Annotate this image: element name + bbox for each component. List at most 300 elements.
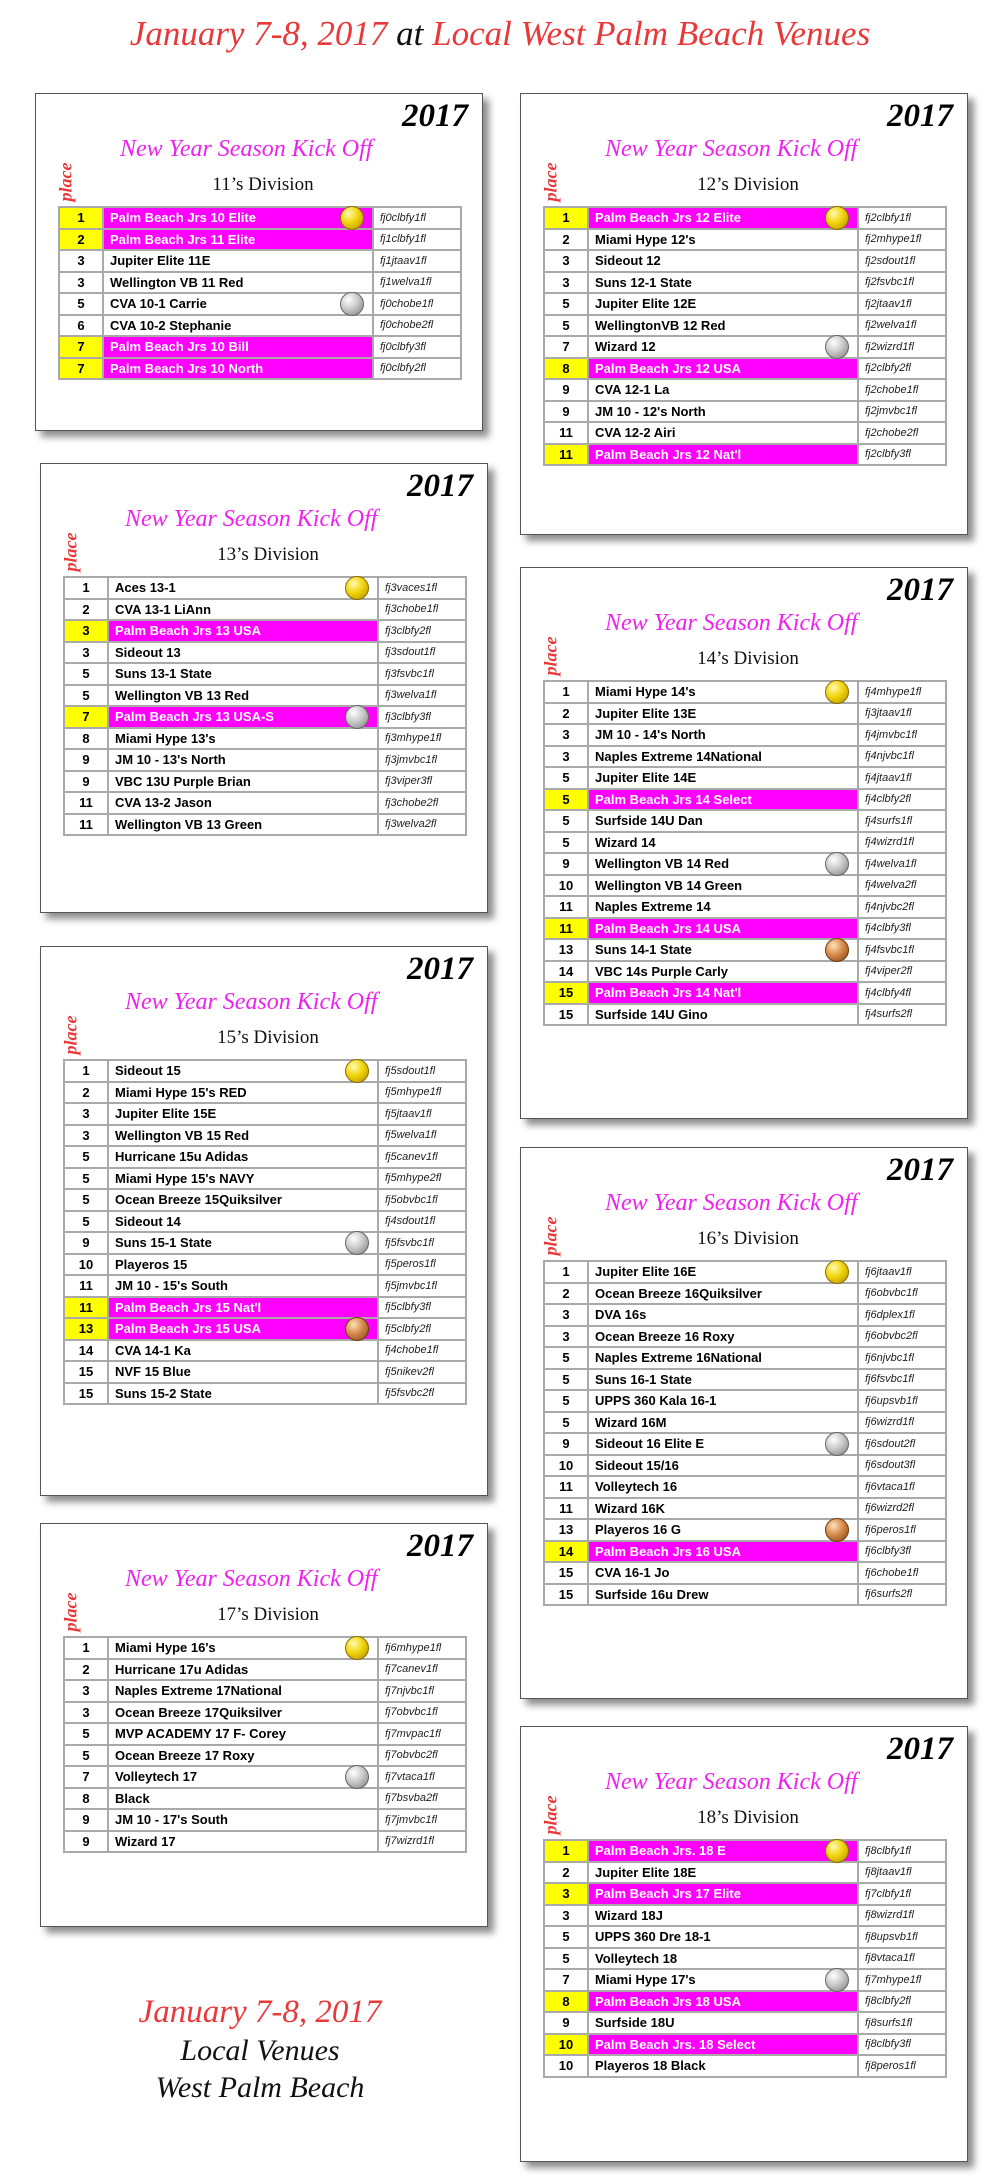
team-name: Playeros 15 xyxy=(115,1256,188,1272)
place-cell: 3 xyxy=(64,1702,108,1724)
place-cell: 11 xyxy=(64,792,108,814)
card-year: 2017 xyxy=(887,572,953,608)
team-cell xyxy=(588,1584,858,1606)
table-row xyxy=(544,767,946,789)
team-name: Jupiter Elite 12E xyxy=(595,296,697,312)
table-row xyxy=(544,1455,946,1477)
table-row xyxy=(64,1383,466,1405)
place-cell: 3 xyxy=(544,1304,588,1326)
results-table xyxy=(543,1260,947,1606)
table-row xyxy=(544,1905,946,1927)
table-row xyxy=(64,1659,466,1681)
table-row xyxy=(544,422,946,444)
team-code-cell: fj4jtaav1fl xyxy=(858,767,946,789)
team-code-cell: fj7njvbc1fl xyxy=(378,1680,466,1702)
team-cell xyxy=(588,1476,858,1498)
team-code-cell: fj3welva2fl xyxy=(378,814,466,836)
card-subtitle: New Year Season Kick Off xyxy=(120,136,373,162)
team-code-cell: fj4mhype1fl xyxy=(858,681,946,703)
team-cell xyxy=(588,939,858,961)
table-row xyxy=(544,1004,946,1026)
team-name: Wizard 18J xyxy=(595,1907,663,1923)
team-name: CVA 16-1 Jo xyxy=(595,1565,670,1581)
team-cell xyxy=(588,1412,858,1434)
team-code-cell: fj6chobe1fl xyxy=(858,1562,946,1584)
team-cell xyxy=(108,792,378,814)
team-name: Sideout 15/16 xyxy=(595,1457,679,1473)
team-name: Ocean Breeze 17Quiksilver xyxy=(115,1704,282,1720)
team-cell xyxy=(108,1340,378,1362)
team-code-cell: fj3mhype1fl xyxy=(378,728,466,750)
team-cell xyxy=(108,1831,378,1853)
team-cell xyxy=(588,746,858,768)
team-cell xyxy=(108,1082,378,1104)
team-cell xyxy=(588,1862,858,1884)
place-cell: 9 xyxy=(64,749,108,771)
team-cell xyxy=(103,293,373,315)
bronze-medal-icon xyxy=(825,938,849,962)
table-row xyxy=(64,1680,466,1702)
page-header xyxy=(0,14,1000,54)
team-code-cell: fj5jmvbc1fl xyxy=(378,1275,466,1297)
place-cell: 15 xyxy=(544,1004,588,1026)
team-name: Wellington VB 11 Red xyxy=(110,274,244,290)
team-cell xyxy=(108,599,378,621)
team-code-cell: fj8surfs1fl xyxy=(858,2012,946,2034)
results-table xyxy=(543,206,947,466)
team-name: Palm Beach Jrs 14 Nat'l xyxy=(595,985,742,1001)
place-cell: 5 xyxy=(544,1412,588,1434)
team-cell xyxy=(588,1261,858,1283)
team-code-cell: fj4clbfy2fl xyxy=(858,789,946,811)
team-cell xyxy=(103,336,373,358)
team-name: WellingtonVB 12 Red xyxy=(595,317,726,333)
division-card xyxy=(40,463,488,913)
table-row xyxy=(544,293,946,315)
table-row xyxy=(59,250,461,272)
team-name: Hurricane 15u Adidas xyxy=(115,1149,249,1165)
team-name: Surfside 14U Dan xyxy=(595,813,703,829)
team-name: Aces 13-1 xyxy=(115,580,176,596)
team-code-cell: fj2mhype1fl xyxy=(858,229,946,251)
team-cell xyxy=(108,620,378,642)
table-row xyxy=(64,1788,466,1810)
team-cell xyxy=(588,229,858,251)
place-cell: 5 xyxy=(544,789,588,811)
team-code-cell: fj6surfs2fl xyxy=(858,1584,946,1606)
division-title: 15’s Division xyxy=(217,1027,319,1048)
team-code-cell: fj2jtaav1fl xyxy=(858,293,946,315)
team-cell xyxy=(108,1723,378,1745)
team-code-cell: fj8clbfy2fl xyxy=(858,1991,946,2013)
place-cell: 5 xyxy=(544,1926,588,1948)
table-row xyxy=(544,229,946,251)
place-cell: 1 xyxy=(64,1637,108,1659)
place-cell: 3 xyxy=(544,746,588,768)
team-name: Surfside 18U xyxy=(595,2015,675,2031)
gold-medal-icon xyxy=(825,206,849,230)
table-row xyxy=(544,1862,946,1884)
place-cell: 3 xyxy=(64,1103,108,1125)
header-at: at xyxy=(387,14,433,53)
place-label-text: place xyxy=(540,1216,561,1256)
team-code-cell: fj1jtaav1fl xyxy=(373,250,461,272)
team-cell xyxy=(588,2012,858,2034)
team-code-cell: fj0clbfy3fl xyxy=(373,336,461,358)
team-code-cell: fj6sdout3fl xyxy=(858,1455,946,1477)
place-cell: 9 xyxy=(544,853,588,875)
table-row xyxy=(64,1297,466,1319)
team-cell xyxy=(588,2034,858,2056)
place-label-text: place xyxy=(540,162,561,202)
table-row xyxy=(544,1390,946,1412)
team-code-cell: fj6vtaca1fl xyxy=(858,1476,946,1498)
team-code-cell: fj3clbfy3fl xyxy=(378,706,466,728)
team-name: Naples Extreme 14 xyxy=(595,899,711,915)
team-cell xyxy=(108,1125,378,1147)
team-name: Miami Hype 17's xyxy=(595,1972,696,1988)
team-cell xyxy=(588,1498,858,1520)
table-row xyxy=(64,1168,466,1190)
place-cell: 5 xyxy=(64,1723,108,1745)
team-code-cell: fj8jtaav1fl xyxy=(858,1862,946,1884)
card-subtitle: New Year Season Kick Off xyxy=(605,1190,858,1216)
division-title: 14’s Division xyxy=(697,648,799,669)
place-cell: 2 xyxy=(544,229,588,251)
gold-medal-icon xyxy=(825,1260,849,1284)
team-cell xyxy=(588,896,858,918)
team-cell xyxy=(108,728,378,750)
team-cell xyxy=(108,1189,378,1211)
table-row xyxy=(544,1883,946,1905)
team-name: VBC 13U Purple Brian xyxy=(115,773,251,789)
team-name: Surfside 16u Drew xyxy=(595,1586,709,1602)
team-cell xyxy=(588,1347,858,1369)
team-code-cell: fj7obvbc1fl xyxy=(378,1702,466,1724)
team-code-cell: fj6obvbc1fl xyxy=(858,1283,946,1305)
team-cell xyxy=(108,1766,378,1788)
place-cell: 10 xyxy=(544,875,588,897)
place-cell: 5 xyxy=(544,767,588,789)
team-name: CVA 12-1 La xyxy=(595,382,670,398)
place-cell: 11 xyxy=(544,444,588,466)
team-cell xyxy=(108,663,378,685)
place-cell: 3 xyxy=(59,272,103,294)
place-cell: 5 xyxy=(64,1745,108,1767)
table-row xyxy=(64,1082,466,1104)
table-row xyxy=(64,1831,466,1853)
place-cell: 1 xyxy=(544,1261,588,1283)
table-row xyxy=(64,642,466,664)
place-cell: 2 xyxy=(544,1283,588,1305)
table-row xyxy=(544,2055,946,2077)
team-cell xyxy=(588,1905,858,1927)
team-name: Suns 12-1 State xyxy=(595,274,692,290)
team-code-cell: fj6wizrd1fl xyxy=(858,1412,946,1434)
team-code-cell: fj5clbfy3fl xyxy=(378,1297,466,1319)
team-name: Suns 15-2 State xyxy=(115,1385,212,1401)
team-name: Volleytech 17 xyxy=(115,1769,198,1785)
place-cell: 9 xyxy=(544,1433,588,1455)
team-cell xyxy=(588,703,858,725)
place-cell: 5 xyxy=(64,685,108,707)
team-code-cell: fj2sdout1fl xyxy=(858,250,946,272)
place-cell: 11 xyxy=(544,1498,588,1520)
place-cell: 3 xyxy=(64,1125,108,1147)
results-table xyxy=(543,680,947,1026)
team-name: Ocean Breeze 16 Roxy xyxy=(595,1328,735,1344)
table-row xyxy=(544,746,946,768)
team-cell xyxy=(588,1926,858,1948)
card-subtitle: New Year Season Kick Off xyxy=(125,506,378,532)
team-code-cell: fj6peros1fl xyxy=(858,1519,946,1541)
team-cell xyxy=(108,1211,378,1233)
table-row xyxy=(544,1948,946,1970)
team-code-cell: fj3chobe1fl xyxy=(378,599,466,621)
division-title: 17’s Division xyxy=(217,1604,319,1625)
team-code-cell: fj3welva1fl xyxy=(378,685,466,707)
team-code-cell: fj4clbfy3fl xyxy=(858,918,946,940)
place-cell: 6 xyxy=(59,315,103,337)
card-year: 2017 xyxy=(887,1152,953,1188)
table-row xyxy=(64,1766,466,1788)
division-card xyxy=(520,1726,968,2162)
table-row xyxy=(544,336,946,358)
card-year: 2017 xyxy=(402,98,468,134)
place-cell: 5 xyxy=(544,1390,588,1412)
card-subtitle: New Year Season Kick Off xyxy=(125,1566,378,1592)
team-name: Wizard 14 xyxy=(595,834,656,850)
team-name: Palm Beach Jrs 14 Select xyxy=(595,791,752,807)
team-name: Sideout 14 xyxy=(115,1213,181,1229)
team-code-cell: fj2clbfy1fl xyxy=(858,207,946,229)
team-name: Wellington VB 14 Green xyxy=(595,877,743,893)
table-row xyxy=(64,1275,466,1297)
table-row xyxy=(64,1254,466,1276)
team-name: MVP ACADEMY 17 F- Corey xyxy=(115,1726,286,1742)
header-dates: January 7-8, 2017 xyxy=(129,14,388,53)
team-name: Palm Beach Jrs. 18 E xyxy=(595,1843,726,1859)
table-row xyxy=(64,1125,466,1147)
footer-dates: January 7-8, 2017 xyxy=(138,1994,382,2030)
place-cell: 15 xyxy=(544,982,588,1004)
team-code-cell: fj2chobe2fl xyxy=(858,422,946,444)
table-row xyxy=(64,1189,466,1211)
team-name: Palm Beach Jrs 12 Elite xyxy=(595,210,741,226)
place-cell: 5 xyxy=(64,1168,108,1190)
team-cell xyxy=(588,1390,858,1412)
gold-medal-icon xyxy=(345,1636,369,1660)
table-row xyxy=(544,1326,946,1348)
table-row xyxy=(64,1318,466,1340)
table-row xyxy=(544,1519,946,1541)
place-cell: 10 xyxy=(544,2034,588,2056)
card-year: 2017 xyxy=(407,1528,473,1564)
team-cell xyxy=(103,315,373,337)
team-name: Palm Beach Jrs 12 Nat'l xyxy=(595,446,742,462)
team-cell xyxy=(588,401,858,423)
team-code-cell: fj5canev1fl xyxy=(378,1146,466,1168)
place-cell: 15 xyxy=(544,1562,588,1584)
table-row xyxy=(64,1146,466,1168)
team-name: Sideout 15 xyxy=(115,1063,181,1079)
card-year: 2017 xyxy=(407,468,473,504)
team-cell xyxy=(103,272,373,294)
team-name: Suns 15-1 State xyxy=(115,1235,212,1251)
team-cell xyxy=(588,293,858,315)
place-cell: 5 xyxy=(64,1189,108,1211)
place-cell: 7 xyxy=(544,336,588,358)
team-code-cell: fj3clbfy2fl xyxy=(378,620,466,642)
team-cell xyxy=(108,1318,378,1340)
team-cell xyxy=(588,767,858,789)
table-row xyxy=(544,1261,946,1283)
table-row xyxy=(544,789,946,811)
team-name: Palm Beach Jrs 15 Nat'l xyxy=(115,1299,262,1315)
table-row xyxy=(544,272,946,294)
place-cell: 3 xyxy=(64,642,108,664)
team-name: Black xyxy=(115,1790,150,1806)
table-row xyxy=(544,1283,946,1305)
table-row xyxy=(59,358,461,380)
team-cell xyxy=(588,961,858,983)
table-row xyxy=(544,1926,946,1948)
card-subtitle: New Year Season Kick Off xyxy=(605,610,858,636)
division-card xyxy=(520,567,968,1119)
table-row xyxy=(544,2012,946,2034)
place-cell: 5 xyxy=(64,663,108,685)
place-cell: 1 xyxy=(64,1060,108,1082)
team-cell xyxy=(588,810,858,832)
table-row xyxy=(64,1103,466,1125)
team-code-cell: fj5mhype1fl xyxy=(378,1082,466,1104)
table-row xyxy=(64,599,466,621)
table-row xyxy=(64,685,466,707)
team-code-cell: fj3chobe2fl xyxy=(378,792,466,814)
team-name: CVA 13-2 Jason xyxy=(115,795,212,811)
place-cell: 10 xyxy=(544,1455,588,1477)
team-name: Palm Beach Jrs 18 USA xyxy=(595,1993,741,2009)
team-name: JM 10 - 13's North xyxy=(115,752,226,768)
card-year: 2017 xyxy=(407,951,473,987)
team-cell xyxy=(588,1840,858,1862)
team-name: Wizard 12 xyxy=(595,339,656,355)
table-row xyxy=(544,1498,946,1520)
team-code-cell: fj2fsvbc1fl xyxy=(858,272,946,294)
place-cell: 9 xyxy=(544,2012,588,2034)
team-name: Suns 14-1 State xyxy=(595,942,692,958)
place-cell: 2 xyxy=(64,1659,108,1681)
team-cell xyxy=(108,1232,378,1254)
team-code-cell: fj8clbfy1fl xyxy=(858,1840,946,1862)
table-row xyxy=(544,810,946,832)
team-code-cell: fj7bsvba2fl xyxy=(378,1788,466,1810)
place-cell: 11 xyxy=(544,918,588,940)
table-row xyxy=(64,814,466,836)
table-row xyxy=(64,1211,466,1233)
team-cell xyxy=(103,229,373,251)
team-code-cell: fj1welva1fl xyxy=(373,272,461,294)
table-row xyxy=(544,250,946,272)
place-cell: 8 xyxy=(544,1991,588,2013)
team-code-cell: fj2chobe1fl xyxy=(858,379,946,401)
team-code-cell: fj7wizrd1fl xyxy=(378,1831,466,1853)
team-code-cell: fj7obvbc2fl xyxy=(378,1745,466,1767)
team-code-cell: fj6jtaav1fl xyxy=(858,1261,946,1283)
team-cell xyxy=(588,358,858,380)
table-row xyxy=(544,961,946,983)
place-cell: 3 xyxy=(544,250,588,272)
team-code-cell: fj6upsvb1fl xyxy=(858,1390,946,1412)
team-cell xyxy=(588,444,858,466)
table-row xyxy=(64,1809,466,1831)
results-table xyxy=(58,206,462,380)
bronze-medal-icon xyxy=(345,1317,369,1341)
table-row xyxy=(544,1304,946,1326)
team-code-cell: fj4wizrd1fl xyxy=(858,832,946,854)
team-code-cell: fj5jtaav1fl xyxy=(378,1103,466,1125)
table-row xyxy=(544,1584,946,1606)
place-cell: 1 xyxy=(64,577,108,599)
table-row xyxy=(59,315,461,337)
table-row xyxy=(544,1369,946,1391)
team-code-cell: fj4fsvbc1fl xyxy=(858,939,946,961)
team-cell xyxy=(588,1883,858,1905)
team-name: Jupiter Elite 15E xyxy=(115,1106,217,1122)
table-row xyxy=(64,663,466,685)
team-cell xyxy=(103,358,373,380)
team-code-cell: fj8vtaca1fl xyxy=(858,1948,946,1970)
team-cell xyxy=(108,1254,378,1276)
gold-medal-icon xyxy=(825,680,849,704)
header-venues: Local West Palm Beach Venues xyxy=(432,14,871,53)
place-label-text: place xyxy=(60,532,81,572)
table-row xyxy=(544,1969,946,1991)
team-name: Miami Hype 13's xyxy=(115,730,216,746)
place-cell: 3 xyxy=(544,724,588,746)
team-cell xyxy=(108,1103,378,1125)
team-code-cell: fj3fsvbc1fl xyxy=(378,663,466,685)
team-name: Sideout 13 xyxy=(115,644,181,660)
team-name: Wizard 16M xyxy=(595,1414,667,1430)
team-cell xyxy=(588,1283,858,1305)
team-code-cell: fj5peros1fl xyxy=(378,1254,466,1276)
team-code-cell: fj4sdout1fl xyxy=(378,1211,466,1233)
team-code-cell: fj7canev1fl xyxy=(378,1659,466,1681)
table-row xyxy=(64,706,466,728)
place-cell: 13 xyxy=(544,939,588,961)
place-cell: 15 xyxy=(64,1383,108,1405)
team-name: Volleytech 16 xyxy=(595,1479,678,1495)
team-code-cell: fj1clbfy1fl xyxy=(373,229,461,251)
team-name: Ocean Breeze 17 Roxy xyxy=(115,1747,255,1763)
team-cell xyxy=(588,1969,858,1991)
table-row xyxy=(544,1476,946,1498)
table-row xyxy=(64,1637,466,1659)
team-name: Palm Beach Jrs 12 USA xyxy=(595,360,741,376)
place-cell: 3 xyxy=(544,1905,588,1927)
table-row xyxy=(64,1232,466,1254)
team-name: Miami Hype 15's NAVY xyxy=(115,1170,255,1186)
place-cell: 7 xyxy=(64,1766,108,1788)
table-row xyxy=(59,293,461,315)
team-name: Palm Beach Jrs 10 North xyxy=(110,360,264,376)
table-row xyxy=(544,444,946,466)
team-cell xyxy=(108,642,378,664)
silver-medal-icon xyxy=(825,852,849,876)
team-code-cell: fj6njvbc1fl xyxy=(858,1347,946,1369)
place-cell: 5 xyxy=(59,293,103,315)
